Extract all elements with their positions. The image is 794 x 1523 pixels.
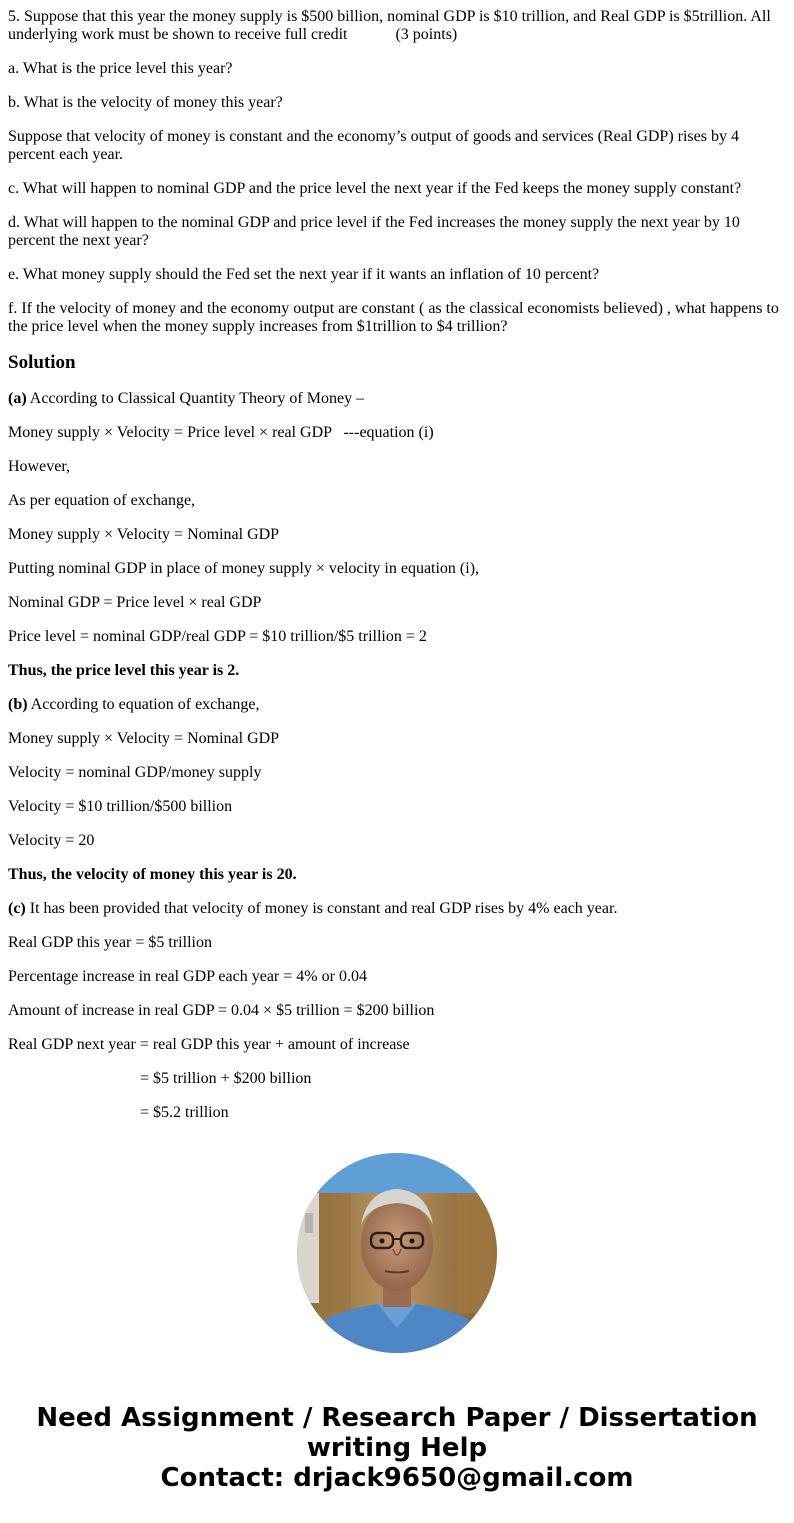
solution-c-intro [8, 900, 786, 918]
question-f: f. If the velocity of money and the economy output are constant ( as the classical economists believed) , what happens to the price level when the money supply increases from $1trillion to $4 trillion? [8, 300, 779, 335]
part-b-equation: Money supply × Velocity = Nominal GDP [8, 730, 280, 747]
part-a-conclusion [8, 662, 786, 680]
however-text: However, [8, 458, 70, 475]
nominal-gdp-equation: Nominal GDP = Price level × real GDP [8, 594, 262, 611]
question-d: d. What will happen to the nominal GDP and price level if the Fed increases the money supply the next year by 10 percent the next year? [8, 214, 740, 249]
equation-exchange: Money supply × Velocity = Nominal GDP [8, 526, 280, 543]
points-label: (3 points) [395, 26, 458, 43]
document-body [8, 8, 786, 1138]
percentage-increase: Percentage increase in real GDP each year = 4% or 0.04 [8, 968, 367, 985]
promo-contact: Contact: drjack9650@gmail.com [160, 1463, 634, 1493]
price-level-calculation: Price level = nominal GDP/real GDP = $10 trillion/$5 trillion = 2 [8, 628, 427, 645]
author-portrait-illustration [297, 1153, 497, 1353]
promo-banner [0, 1403, 794, 1493]
promo-line-2: writing Help [306, 1433, 488, 1463]
part-a-intro-text: According to Classical Quantity Theory of Money – [26, 390, 365, 407]
real-gdp-next-year: Real GDP next year = real GDP this year + amount of increase [8, 1036, 410, 1053]
question-c: c. What will happen to nominal GDP and the price level the next year if the Fed keeps the money supply constant? [8, 180, 742, 197]
part-a-label: (a) [8, 390, 27, 407]
question-a: a. What is the price level this year? [8, 60, 233, 77]
velocity-values: Velocity = $10 trillion/$500 billion [8, 798, 233, 815]
velocity-result: Velocity = 20 [8, 832, 95, 849]
solution-a-intro [8, 390, 786, 408]
equation-i: Money supply × Velocity = Price level × real GDP ---equation (i) [8, 424, 434, 441]
part-b-conclusion [8, 866, 786, 884]
question-intro [8, 8, 786, 44]
question-intro-text: 5. Suppose that this year the money supply is $500 billion, nominal GDP is $10 trillion, and Real GDP is $5trillion. All underlying work must be shown to receive full credit [8, 8, 771, 43]
sum-line: = $5 trillion + $200 billion [140, 1070, 312, 1087]
velocity-formula: Velocity = nominal GDP/money supply [8, 764, 262, 781]
question-e: e. What money supply should the Fed set the next year if it wants an inflation of 10 percent? [8, 266, 600, 283]
question-assumption: Suppose that velocity of money is constant and the economy’s output of goods and services (Real GDP) rises by 4 percent each year. [8, 128, 739, 163]
result-line: = $5.2 trillion [140, 1104, 229, 1121]
part-c-label: (c) [8, 900, 26, 917]
solution-b-intro [8, 696, 786, 714]
promo-line-1: Need Assignment / Research Paper / Dissertation [36, 1403, 758, 1433]
amount-increase: Amount of increase in real GDP = 0.04 × $5 trillion = $200 billion [8, 1002, 435, 1019]
author-photo [297, 1153, 497, 1353]
as-per-text: As per equation of exchange, [8, 492, 196, 509]
part-a-conclusion-text: Thus, the price level this year is 2. [8, 662, 240, 679]
putting-text: Putting nominal GDP in place of money supply × velocity in equation (i), [8, 560, 480, 577]
part-c-intro-text: It has been provided that velocity of money is constant and real GDP rises by 4% each year. [25, 900, 618, 917]
question-b: b. What is the velocity of money this year? [8, 94, 283, 111]
real-gdp-this-year: Real GDP this year = $5 trillion [8, 934, 212, 951]
part-b-intro-text: According to equation of exchange, [27, 696, 260, 713]
part-b-conclusion-text: Thus, the velocity of money this year is 20. [8, 866, 297, 883]
part-b-label: (b) [8, 696, 28, 713]
solution-heading: Solution [8, 352, 76, 373]
